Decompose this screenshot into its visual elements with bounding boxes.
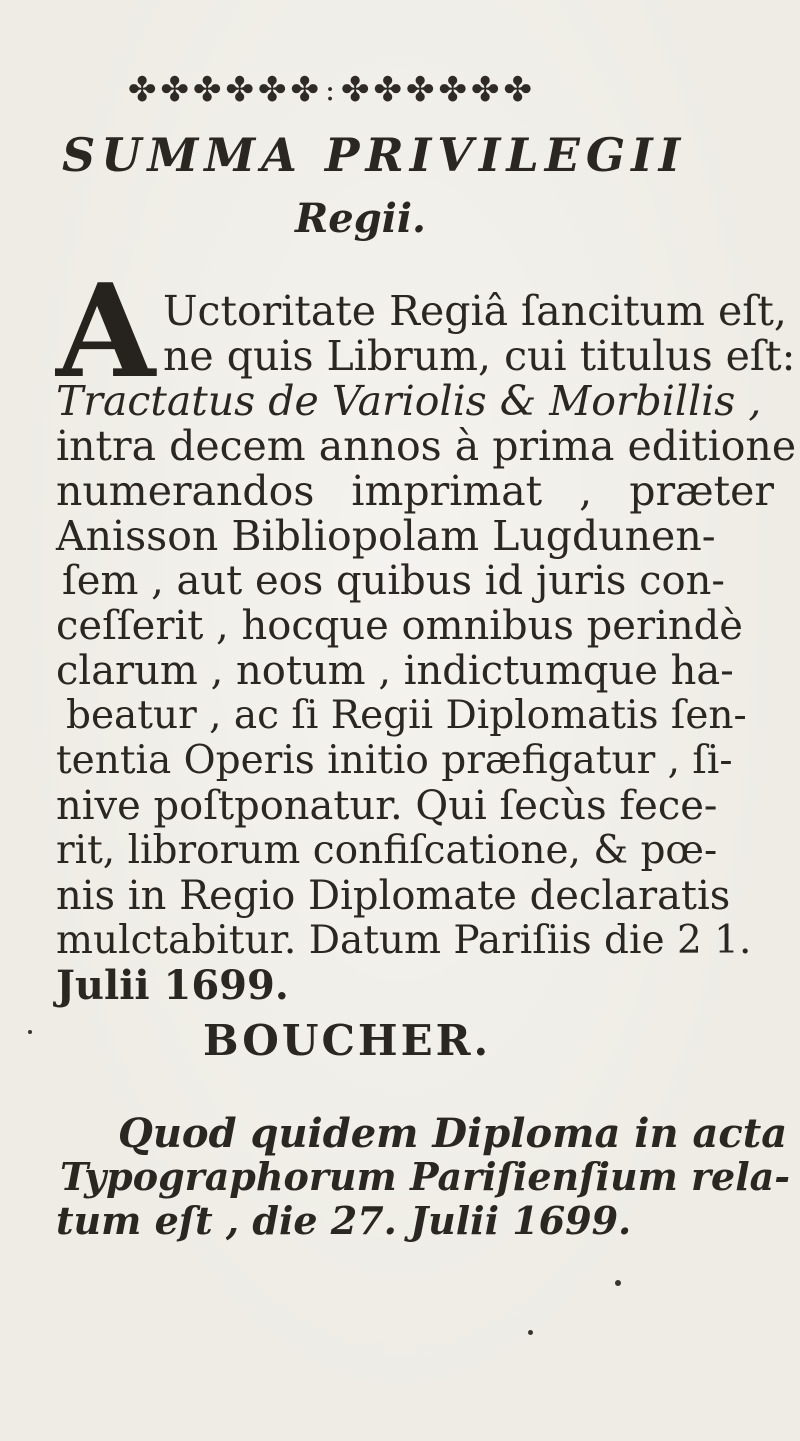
fleuron-icon: ✤ [192, 70, 222, 110]
ink-speck [28, 1030, 32, 1034]
note-line: tum eſt , die 27. Julii 1699. [56, 1198, 632, 1243]
page-subtitle: Regii. [295, 195, 426, 242]
text-line: nis in Regio Diplomate declaratis [56, 873, 731, 919]
text-line: Uctoritate Regiâ ſancitum eſt, [163, 287, 787, 335]
text-line: beatur , ac ſi Regii Diplomatis ſen- [66, 693, 747, 738]
fleuron-icon: ✤ [406, 70, 435, 110]
fleuron-icon: ✤ [257, 70, 287, 110]
ink-speck [615, 1280, 621, 1286]
text-line: tentia Operis initio præfigatur , ſi- [56, 738, 733, 783]
text-line: Anisson Bibliopolam Lugdunen- [56, 512, 716, 560]
fleuron-icon: ✤ [503, 70, 533, 110]
note-line: Typographorum Pariſienſium rela- [60, 1154, 791, 1199]
text-line: clarum , notum , indictumque ha- [56, 648, 734, 694]
text-line: rit, librorum confiſcatione, & pœ- [56, 828, 718, 873]
fleuron-icon: ✤ [438, 70, 468, 110]
fleuron-icon: ✤ [373, 70, 403, 110]
fleuron-icon: ✤ [225, 70, 254, 110]
fleuron-icon: ✤ [471, 70, 500, 110]
text-line: intra decem annos à prima editione [56, 422, 797, 470]
fleuron-icon: ✤ [160, 70, 189, 110]
text-line: ceſſerit , hocque omnibus perindè [56, 603, 743, 649]
note-line: Quod quidem Diploma in acta [118, 1110, 788, 1157]
text-line: numerandos imprimat , præter [56, 467, 774, 515]
ink-speck [528, 1330, 533, 1335]
text-line: ne quis Librum, cui titulus eſt: [163, 332, 796, 380]
text-line: ſem , aut eos quibus id juris con- [62, 558, 725, 604]
ornament-row [30, 60, 630, 120]
fleuron-icon: ✤ [290, 70, 319, 110]
fleuron-icon: ✤ [127, 70, 157, 110]
page-title: SUMMA PRIVILEGII [62, 128, 687, 182]
ornament-divider: : [324, 72, 336, 108]
text-line: Tractatus de Variolis & Morbillis , [56, 377, 762, 425]
text-line: nive poſtponatur. Qui ſecùs fece- [56, 783, 718, 829]
fleuron-icon: ✤ [341, 70, 370, 110]
text-line: mulctabitur. Datum Pariſiis die 2 1. [56, 918, 752, 963]
drop-cap: A [56, 257, 156, 407]
signature-name: BOUCHER. [203, 1016, 492, 1065]
text-line: Julii 1699. [56, 962, 289, 1009]
